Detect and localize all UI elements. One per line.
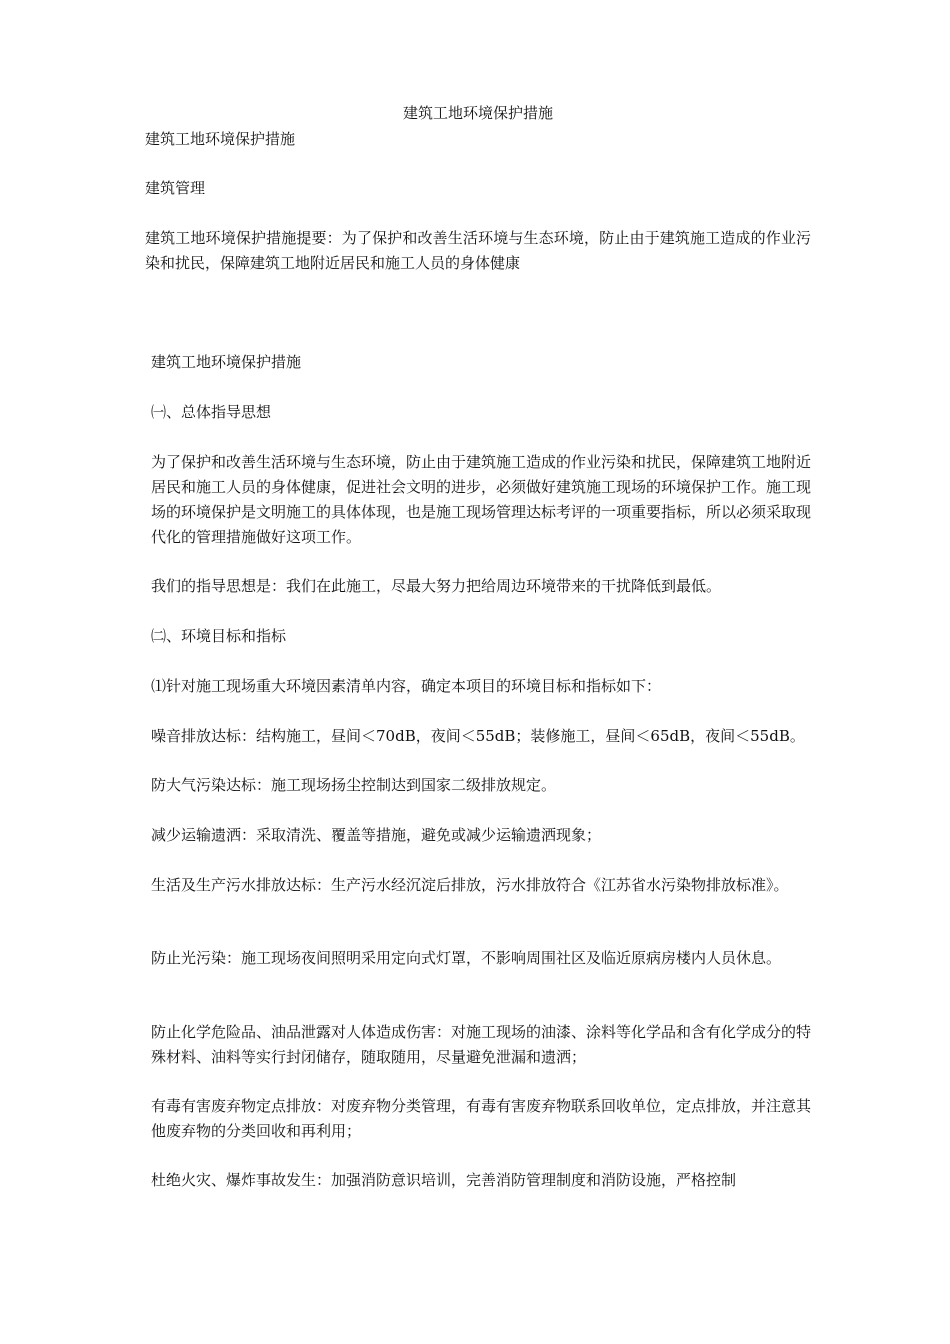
paragraph-body-3: ⑴针对施工现场重大环境因素清单内容，确定本项目的环境目标和指标如下： <box>151 677 662 695</box>
document-page <box>145 0 811 1344</box>
paragraph-body-1: 为了保护和改善生活环境与生态环境，防止由于建筑施工造成的作业污染和扰民，保障建筑工地附近居民和施工人员的身体健康，促进社会文明的进步，必须做好建筑施工现场的环境保护工作。施工现场的环境保护是文明施工的具体体现，也是施工现场管理达标考评的一项重要指标，所以必须采取现代化的管理措施做好这项工作。 <box>151 453 812 546</box>
paragraph-light: 防止光污染：施工现场夜间照明采用定向式灯罩，不影响周围社区及临近原病房楼内人员休息。 <box>151 949 782 967</box>
document-title: 建筑工地环境保护措施 <box>402 104 553 122</box>
paragraph-subheading-2: ㈡、环境目标和指标 <box>151 627 287 645</box>
paragraph-transport: 减少运输遗洒：采取清洗、覆盖等措施，避免或减少运输遗洒现象； <box>151 826 602 844</box>
paragraph-air: 防大气污染达标：施工现场扬尘控制达到国家二级排放规定。 <box>151 776 557 794</box>
paragraph-noise: 噪音排放达标：结构施工，昼间＜70dB，夜间＜55dB；装修施工，昼间＜65dB，夜间＜55dB。 <box>151 727 805 745</box>
paragraph-heading: 建筑工地环境保护措施 <box>145 130 296 148</box>
paragraph-section-title: 建筑工地环境保护措施 <box>151 353 302 371</box>
paragraph-category: 建筑管理 <box>145 179 206 197</box>
paragraph-waste: 有毒有害废弃物定点排放：对废弃物分类管理，有毒有害废弃物联系回收单位，定点排放，并注意其他废弃物的分类回收和再利用； <box>151 1097 812 1140</box>
paragraph-subheading-1: ㈠、总体指导思想 <box>151 403 272 421</box>
paragraph-water: 生活及生产污水排放达标：生产污水经沉淀后排放，污水排放符合《江苏省水污染物排放标准》。 <box>151 876 789 894</box>
paragraph-fire: 杜绝火灾、爆炸事故发生：加强消防意识培训，完善消防管理制度和消防设施，严格控制 <box>151 1171 737 1189</box>
paragraph-summary: 建筑工地环境保护措施提要：为了保护和改善生活环境与生态环境，防止由于建筑施工造成的作业污染和扰民，保障建筑工地附近居民和施工人员的身体健康 <box>145 229 811 272</box>
paragraph-body-2: 我们的指导思想是：我们在此施工，尽最大努力把给周边环境带来的干扰降低到最低。 <box>151 577 722 595</box>
paragraph-chemical: 防止化学危险品、油品泄露对人体造成伤害：对施工现场的油漆、涂料等化学品和含有化学成分的特殊材料、油料等实行封闭储存，随取随用，尽量避免泄漏和遗洒； <box>151 1023 812 1066</box>
